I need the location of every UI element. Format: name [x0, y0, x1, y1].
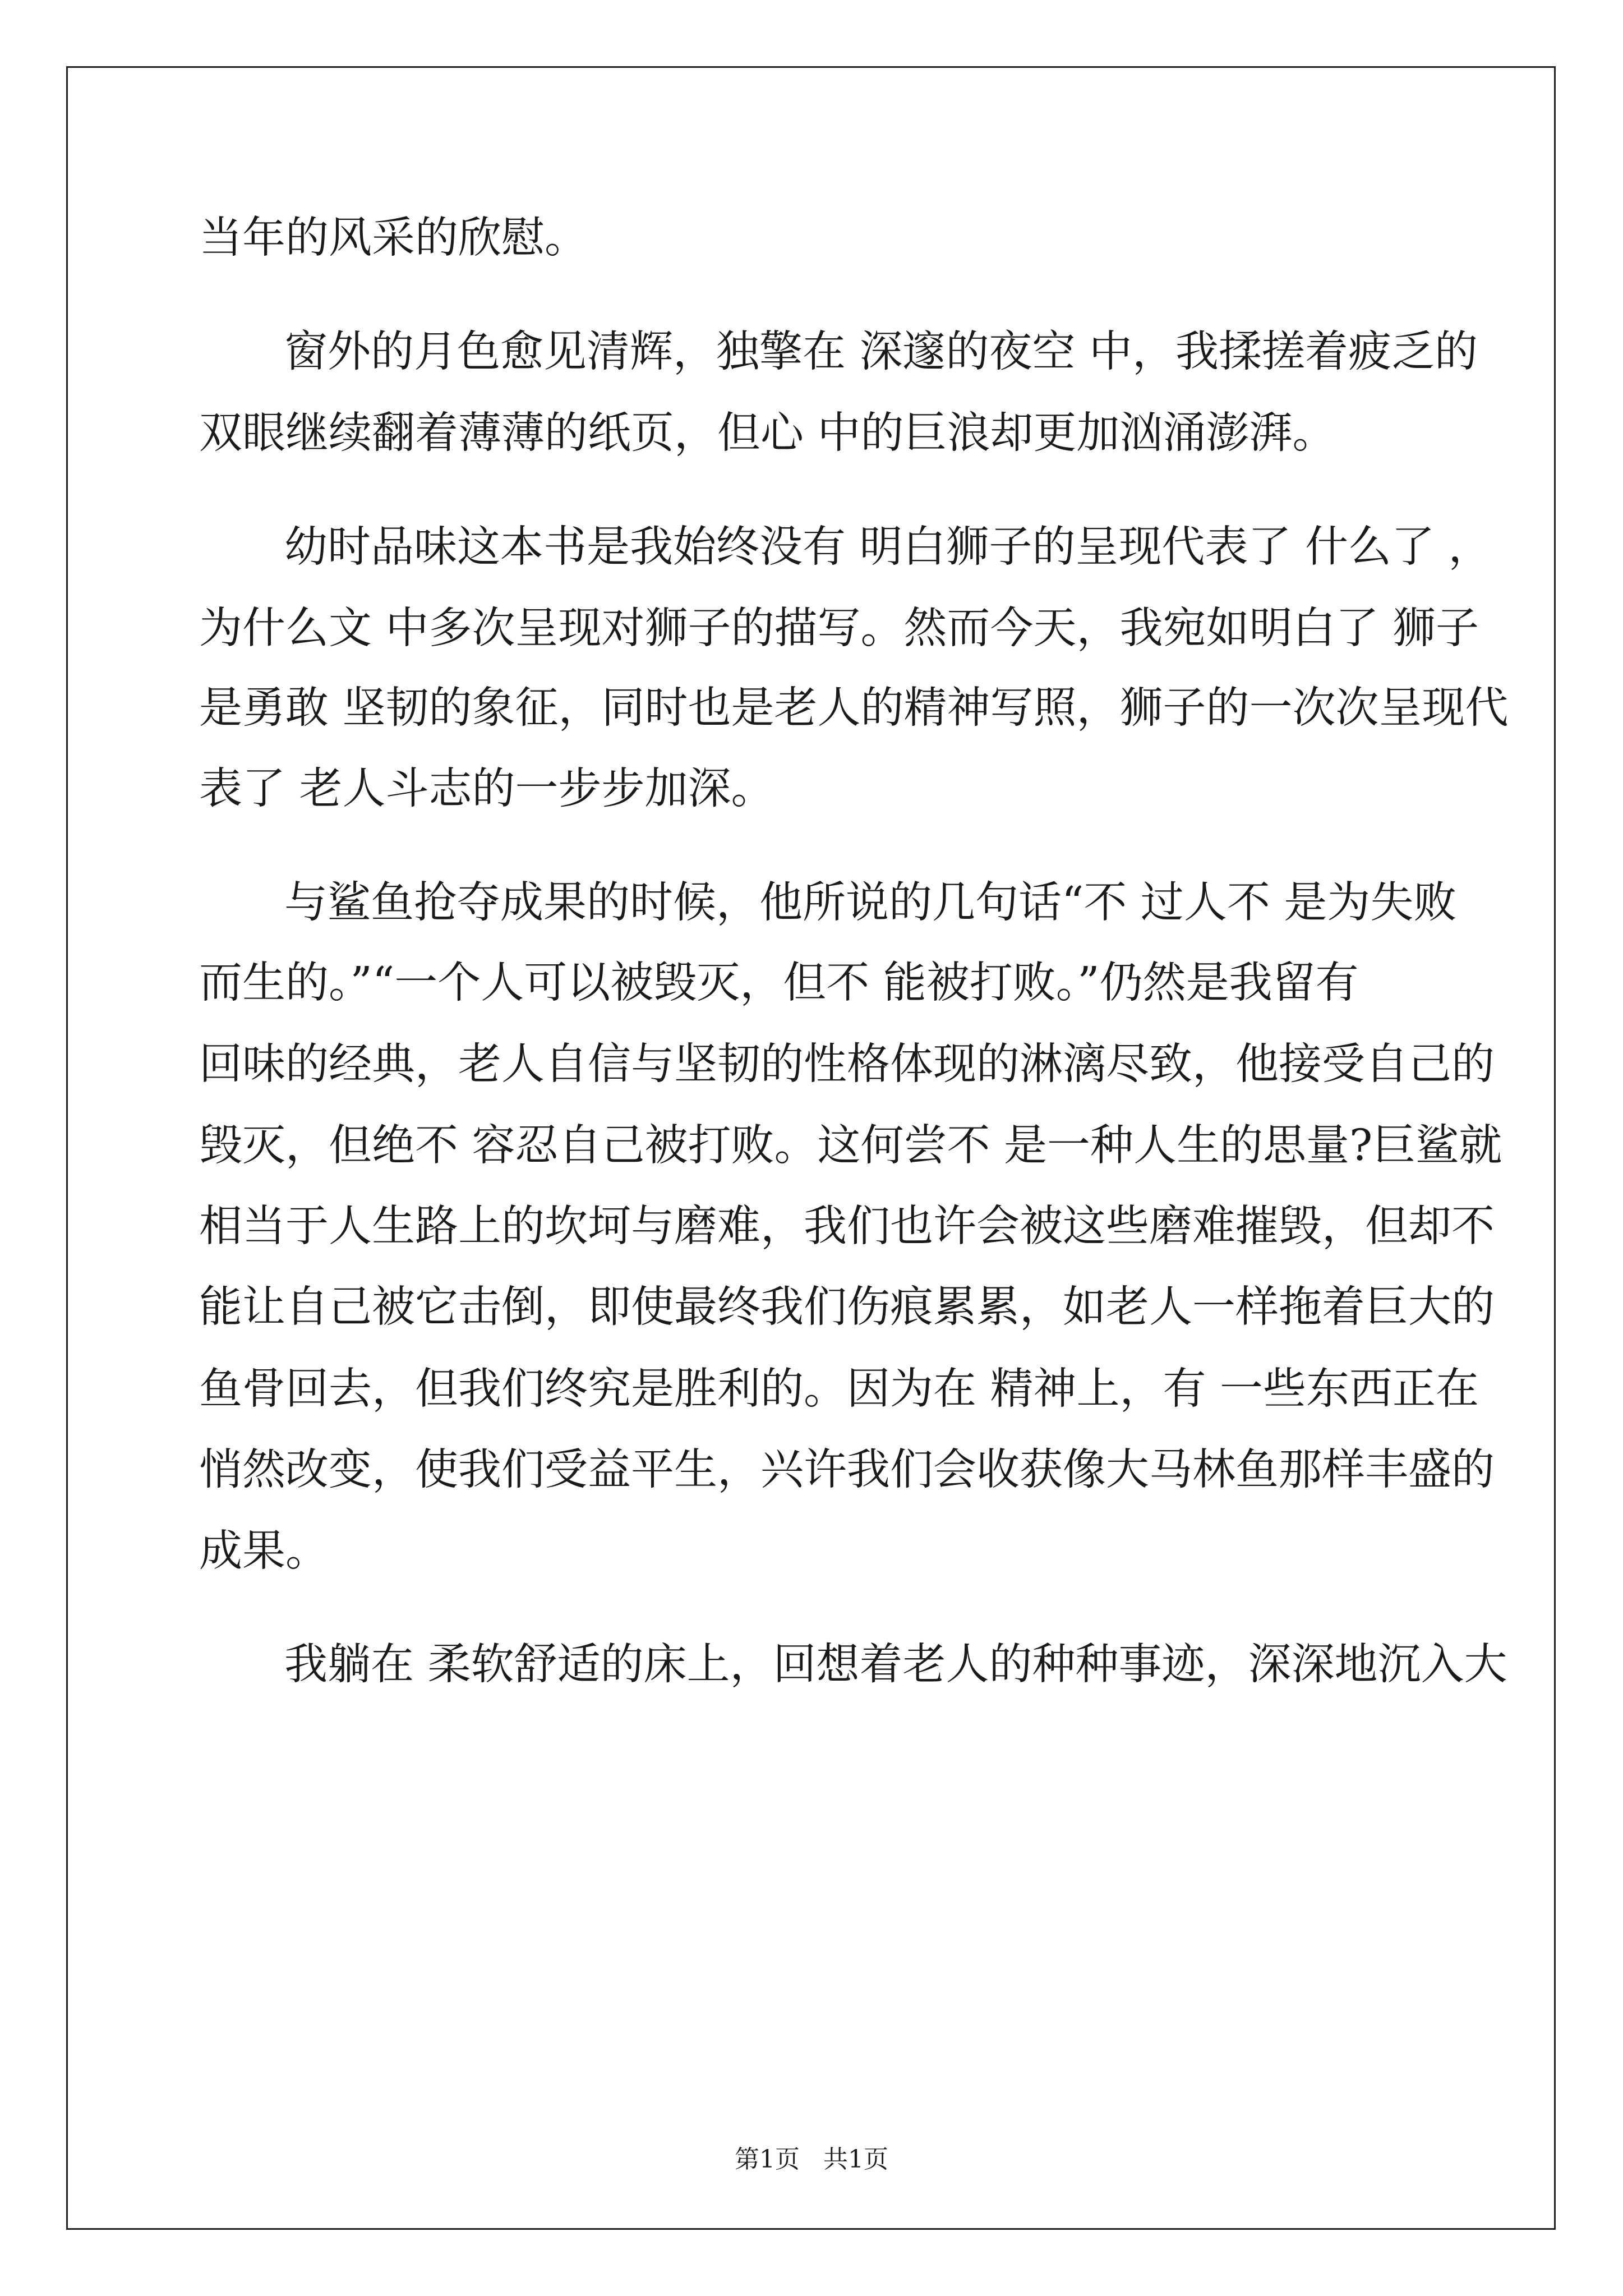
page-footer: [0, 2143, 1623, 2177]
text-line: 回味的经典，老人自信与坚韧的性格体现的淋漓尽致，他接受自己的: [199, 1039, 1495, 1089]
paragraph-first-line: 我躺在 柔软舒适的床上，回想着老人的种种事迹，深深地沉入大: [284, 1640, 1507, 1690]
text-line: 双眼继续翻着薄薄的纸页，但心 中的巨浪却更加汹涌澎湃。: [199, 408, 1336, 458]
text-line: 悄然改变，使我们受益平生，兴许我们会收获像大马林鱼那样丰盛的: [199, 1445, 1495, 1495]
text-line: 相当于人生路上的坎坷与磨难，我们也许会被这些磨难摧毁，但却不: [199, 1202, 1495, 1251]
text-line: 而生的。”“一个人可以被毁灭，但不 能被打败。”仍然是我留有: [199, 958, 1359, 1008]
text-line: 鱼骨回去，但我们终究是胜利的。因为在 精神上，有 一些东西正在: [199, 1364, 1479, 1414]
text-line: 表了 老人斗志的一步步加深。: [199, 764, 774, 814]
text-line: 成果。: [199, 1526, 329, 1576]
page-total: 共1页: [823, 2145, 888, 2174]
text-line: 为什么文 中多次呈现对狮子的描写。然而今天，我宛如明白了 狮子: [199, 604, 1479, 654]
text-line: 是勇敢 坚韧的象征，同时也是老人的精神写照，狮子的一次次呈现代: [199, 683, 1509, 733]
page-number: 第1页: [735, 2145, 800, 2174]
text-line: 能让自己被它击倒，即使最终我们伤痕累累，如老人一样拖着巨大的: [199, 1282, 1495, 1332]
paragraph-first-line: 幼时品味这本书是我始终没有 明白狮子的呈现代表了 什么了 ，: [284, 522, 1492, 572]
text-line: 当年的风采的欣慰。: [199, 213, 588, 263]
paragraph-first-line: 窗外的月色愈见清辉，独擎在 深邃的夜空 中，我揉搓着疲乏的: [284, 327, 1478, 377]
paragraph-first-line: 与鲨鱼抢夺成果的时候，他所说的几句话“不 过人不 是为失败: [284, 878, 1457, 928]
text-line: 毁灭，但绝不 容忍自己被打败。这何尝不 是一种人生的思量?巨鲨就: [199, 1121, 1502, 1171]
